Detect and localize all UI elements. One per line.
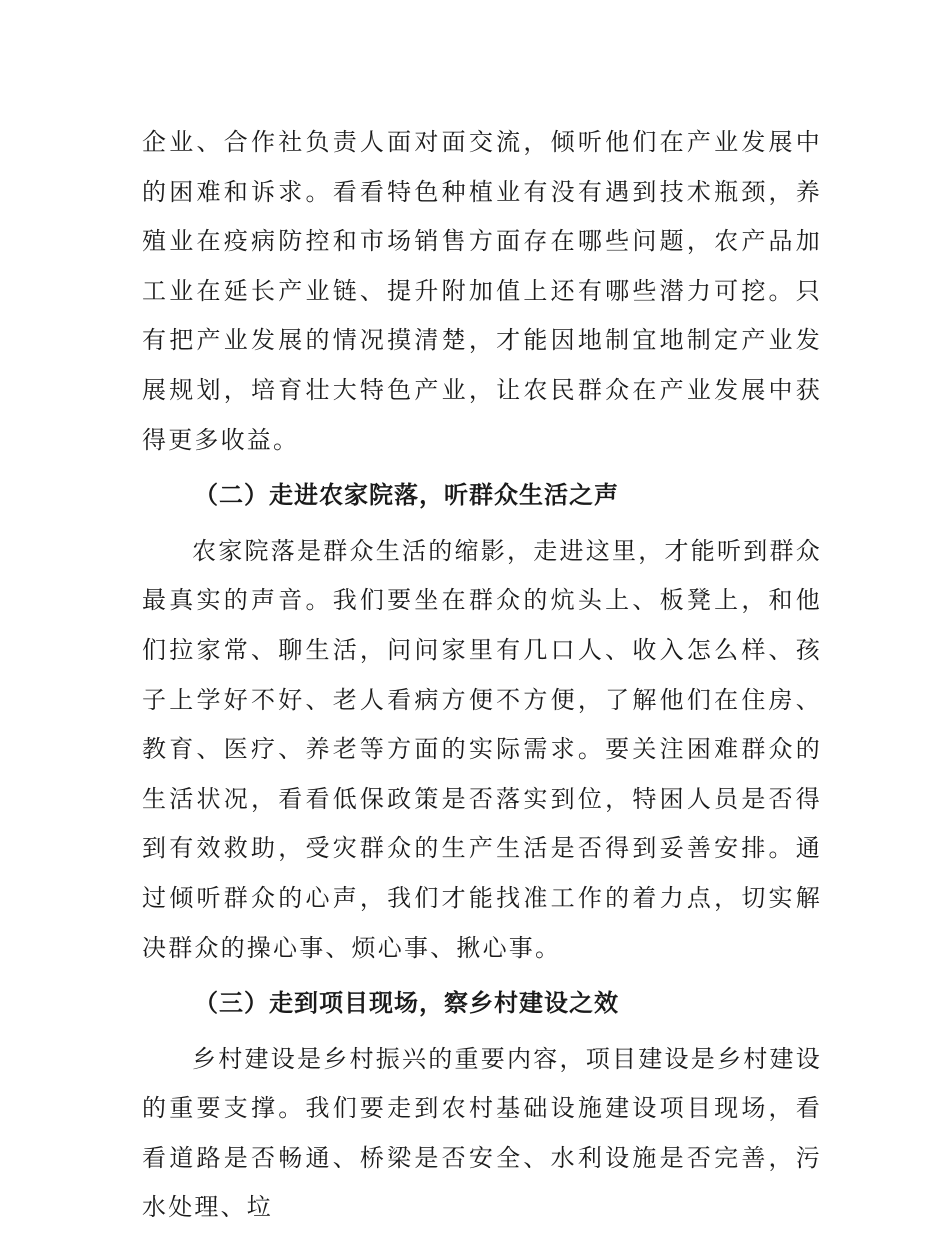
section-heading-farm-courtyard: （二）走进农家院落，听群众生活之声 — [194, 481, 619, 510]
section-heading-project-site: （三）走到项目现场，察乡村建设之效 — [194, 989, 619, 1018]
paragraph-project-site: 乡村建设是乡村振兴的重要内容，项目建设是乡村建设的重要支撑。我们要走到农村基础设施建设项目现场，看看道路是否畅通、桥梁是否安全、水利设施是否完善，污水处理、垃 — [142, 1044, 822, 1222]
paragraph-farm-courtyard: 农家院落是群众生活的缩影，走进这里，才能听到群众最真实的声音。我们要坐在群众的炕头上、板凳上，和他们拉家常、聊生活，问问家里有几口人、收入怎么样、孩子上学好不好、老人看病方便不方便，了解他们在住房、教育、医疗、养老等方面的实际需求。要关注困难群众的生活状况，看看低保政策是否落实到位，特困人员是否得到有效救助，受灾群众的生产生活是否得到妥善安排。通过倾听群众的心声，我们才能找准工作的着力点，切实解决群众的操心事、烦心事、揪心事。 — [142, 536, 822, 962]
paragraph-industry-development: 企业、合作社负责人面对面交流，倾听他们在产业发展中的困难和诉求。看看特色种植业有没有遇到技术瓶颈，养殖业在疫病防控和市场销售方面存在哪些问题，农产品加工业在延长产业链、提升附加值上还有哪些潜力可挖。只有把产业发展的情况摸清楚，才能因地制宜地制定产业发展规划，培育壮大特色产业，让农民群众在产业发展中获得更多收益。 — [142, 128, 822, 454]
document-body — [142, 118, 822, 1233]
